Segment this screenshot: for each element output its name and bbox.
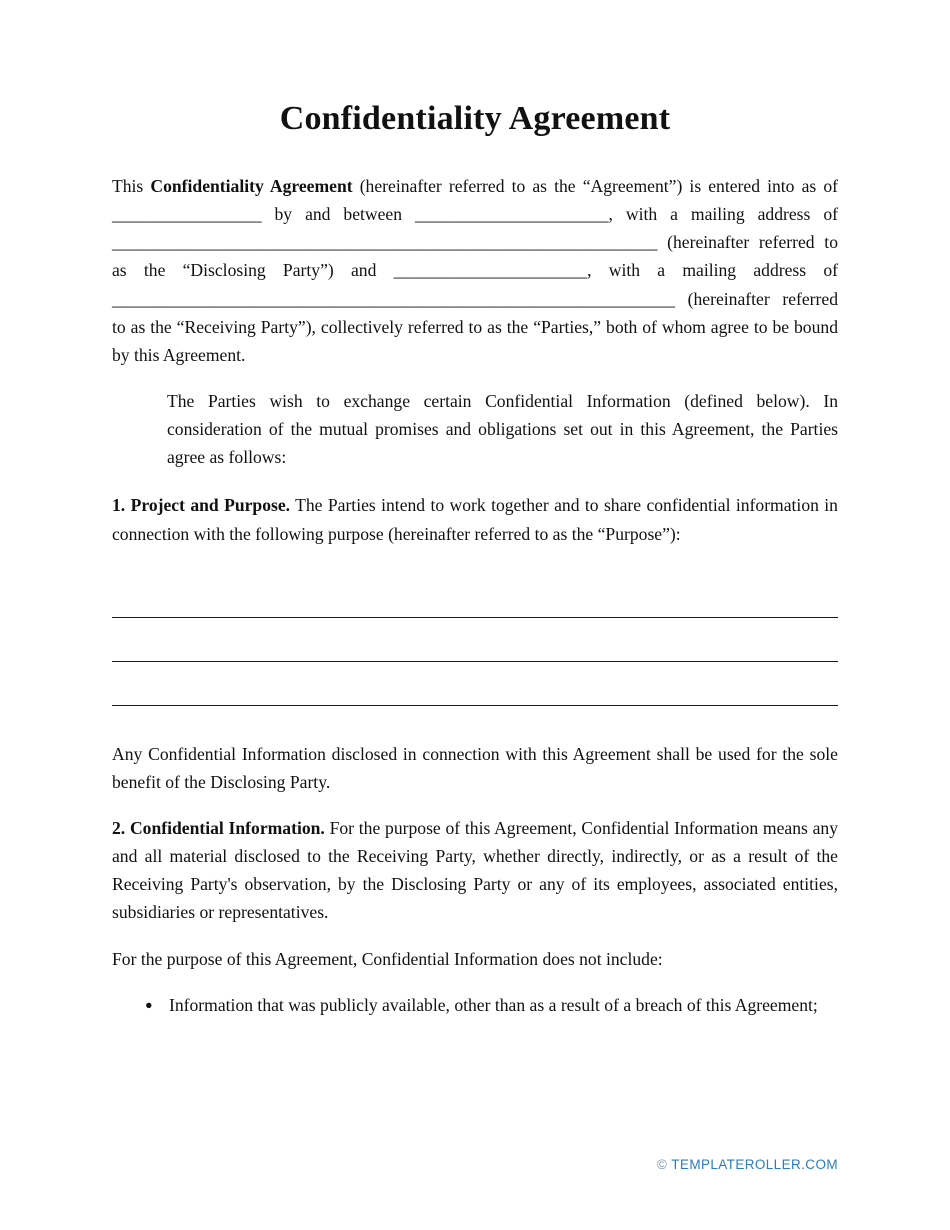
bullet-icon: ● [145,997,153,1012]
page-title: Confidentiality Agreement [279,100,671,137]
section-1-body: The Parties intend to work together and to share confidential information in connection with the following purpose (hereinafter referred to as the “Purpose”): [112,495,838,544]
fill-in-line [112,662,838,706]
section-2-body: For the purpose of this Agreement, Confidential Information means any and all material disclosed to the Receiving Party, whether directly, indirectly, or as a result of the Receiving Party's observation, by the Disclosing Party or any of its employees, associated entities, subsidiaries or representatives. [112,817,838,923]
section-1-paragraph [112,491,838,547]
purpose-note-paragraph: Any Confidential Information disclosed in connection with this Agreement shall be used for the sole benefit of the Disclosing Party. [112,743,838,792]
section-2-paragraph [112,814,838,927]
copyright-symbol: © [656,1157,668,1172]
list-item [112,991,838,1019]
intro-lead: This [112,176,144,196]
fill-in-line [112,618,838,662]
purpose-fill-lines [112,574,838,706]
intro-bold-term: Confidentiality Agreement [150,176,353,196]
section-1-heading: 1. Project and Purpose. [112,495,291,516]
templateroller-link[interactable]: TEMPLATEROLLER.COM [671,1157,838,1172]
fill-in-line [112,574,838,618]
intro-rest: (hereinafter referred to as the “Agreement”) is entered into as of _________________ by and between ______________________, with a mailing address of ______________________________________________________________ (hereinafter referred to as the “Disclosing Party”) and ______________________, with a mailing address of ________________________________________________________________ (hereinafter referred to as the “Receiving Party”), collectively referred to as the “Parties,” both of whom agree to be bound by this Agreement. [112,176,838,365]
footer [657,1157,838,1172]
recitals-paragraph: The Parties wish to exchange certain Confidential Information (defined below). In consideration of the mutual promises and obligations set out in this Agreement, the Parties agree as follows: [167,390,838,468]
exclusions-intro-paragraph: For the purpose of this Agreement, Confidential Information does not include: [112,948,663,969]
section-2-heading: 2. Confidential Information. [112,817,325,838]
list-item-text: Information that was publicly available, other than as a result of a breach of this Agreement; [169,994,818,1015]
intro-paragraph [112,172,838,369]
